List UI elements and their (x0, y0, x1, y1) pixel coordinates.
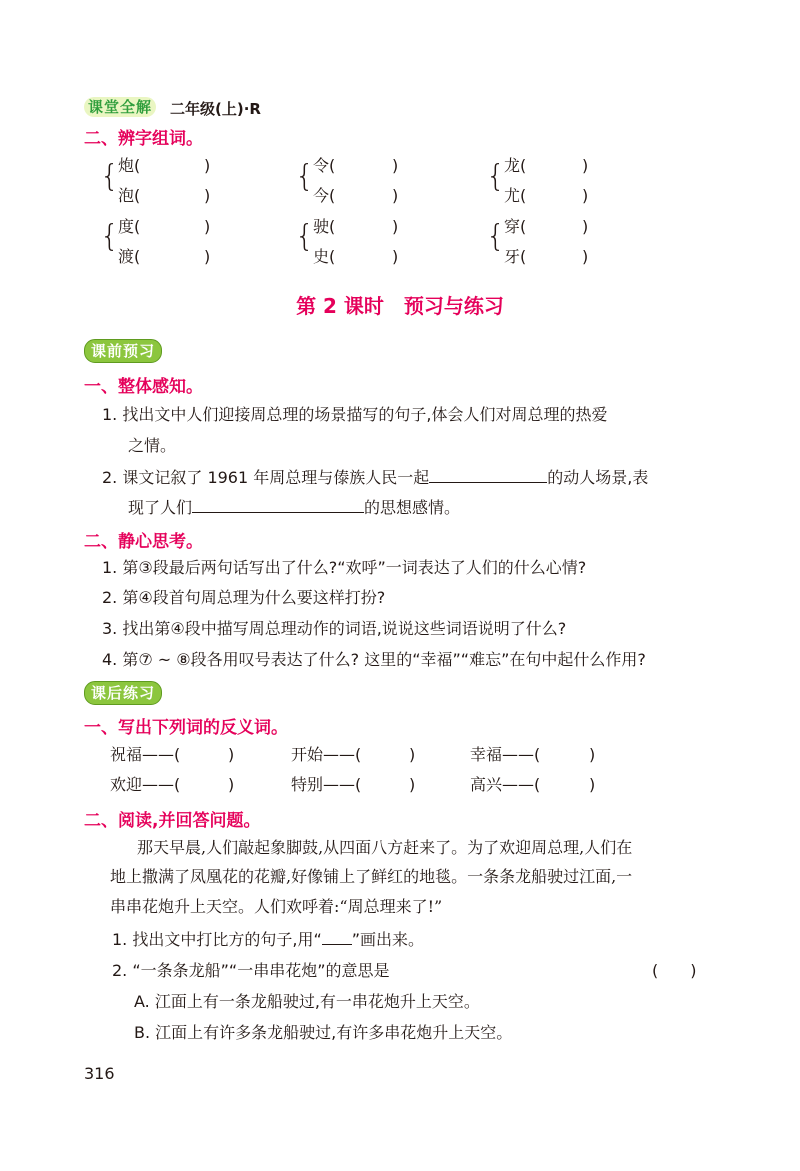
answer-blank (429, 466, 547, 483)
passage-line: 地上撒满了凤凰花的花瓣,好像铺上了鲜红的地毯。一条条龙船驶过江面,一 (110, 867, 633, 886)
paren-close: ) (582, 247, 589, 266)
brace-left: { (295, 159, 315, 194)
paren-close: ) (204, 247, 211, 266)
word-char: 龙( (504, 156, 527, 175)
paren-close: ) (228, 775, 235, 794)
passage-line: 串串花炮升上天空。人们欢呼着:“周总理来了!” (110, 897, 443, 916)
word-char: 今( (313, 186, 336, 205)
question-line (128, 496, 460, 518)
brace-left: { (486, 159, 506, 194)
section-title-fanyi: 一、写出下列词的反义词。 (84, 718, 288, 738)
section-title-jingxin: 二、静心思考。 (84, 532, 203, 552)
underline-sample (322, 930, 352, 945)
paren-close: ) (589, 775, 596, 794)
paren-close: ) (582, 156, 589, 175)
question-text: 现了人们 (128, 498, 193, 517)
word-char: 炮( (118, 156, 141, 175)
book-logo: 课堂全解 (84, 97, 156, 117)
practice-badge: 课后练习 (84, 681, 162, 705)
preview-badge: 课前预习 (84, 339, 162, 363)
question-text: 1. 第③段最后两句话写出了什么?“欢呼”一词表达了人们的什么心情? (102, 558, 587, 577)
brace-left: { (100, 219, 120, 254)
question-text: ”画出来。 (351, 930, 425, 949)
brace-left: { (100, 159, 120, 194)
antonym-item: 特别——( (291, 775, 362, 794)
option-b: B. 江面上有许多条龙船驶过,有许多串花炮升上天空。 (134, 1023, 513, 1042)
answer-paren: ( ) (652, 961, 697, 980)
lesson-title: 第 2 课时 预习与练习 (296, 294, 504, 318)
question-text: 2. “一条条龙船”“一串串花炮”的意思是 (112, 961, 390, 980)
question-text: 3. 找出第④段中描写周总理动作的词语,说说这些词语说明了什么? (102, 619, 567, 638)
question-text: 的动人场景,表 (547, 468, 649, 487)
paren-close: ) (589, 745, 596, 764)
antonym-item: 祝福——( (110, 745, 181, 764)
question-text: 1. 找出文中打比方的句子,用“ (112, 930, 322, 949)
word-char: 令( (313, 156, 336, 175)
word-char: 度( (118, 217, 141, 236)
question-text: 2. 第④段首句周总理为什么要这样打扮? (102, 588, 386, 607)
option-a: A. 江面上有一条龙船驶过,有一串花炮升上天空。 (134, 992, 480, 1011)
book-title: 二年级(上)·R (170, 100, 261, 118)
paren-close: ) (582, 186, 589, 205)
paren-close: ) (228, 745, 235, 764)
word-char: 驶( (313, 217, 336, 236)
word-char: 泡( (118, 186, 141, 205)
word-char: 史( (313, 247, 336, 266)
question-line (102, 466, 648, 488)
question-text: 2. 课文记叙了 1961 年周总理与傣族人民一起 (102, 468, 430, 487)
paren-close: ) (392, 247, 399, 266)
question-line (112, 930, 424, 950)
question-text: 之情。 (128, 436, 177, 455)
word-char: 牙( (504, 247, 527, 266)
antonym-item: 幸福——( (470, 745, 541, 764)
paren-close: ) (204, 186, 211, 205)
paren-close: ) (204, 217, 211, 236)
section-title-yuedu: 二、阅读,并回答问题。 (84, 811, 261, 831)
page-number: 316 (84, 1064, 115, 1083)
antonym-item: 高兴——( (470, 775, 541, 794)
antonym-item: 欢迎——( (110, 775, 181, 794)
paren-close: ) (392, 156, 399, 175)
paren-close: ) (409, 745, 416, 764)
paren-close: ) (392, 217, 399, 236)
section-title-bianzi: 二、辨字组词。 (84, 129, 203, 149)
brace-left: { (486, 219, 506, 254)
paren-close: ) (392, 186, 399, 205)
brace-left: { (295, 219, 315, 254)
antonym-item: 开始——( (291, 745, 362, 764)
section-title-zhengti: 一、整体感知。 (84, 377, 203, 397)
question-text: 1. 找出文中人们迎接周总理的场景描写的句子,体会人们对周总理的热爱 (102, 405, 608, 424)
paren-close: ) (409, 775, 416, 794)
paren-close: ) (582, 217, 589, 236)
question-text: 的思想感情。 (364, 498, 461, 517)
question-text: 4. 第⑦ ~ ⑧段各用叹号表达了什么? 这里的“幸福”“难忘”在句中起什么作用? (102, 650, 646, 669)
paren-close: ) (204, 156, 211, 175)
word-char: 尤( (504, 186, 527, 205)
answer-blank (192, 496, 364, 513)
word-char: 渡( (118, 247, 141, 266)
word-char: 穿( (504, 217, 527, 236)
passage-line: 那天早晨,人们敲起象脚鼓,从四面八方赶来了。为了欢迎周总理,人们在 (137, 838, 633, 857)
